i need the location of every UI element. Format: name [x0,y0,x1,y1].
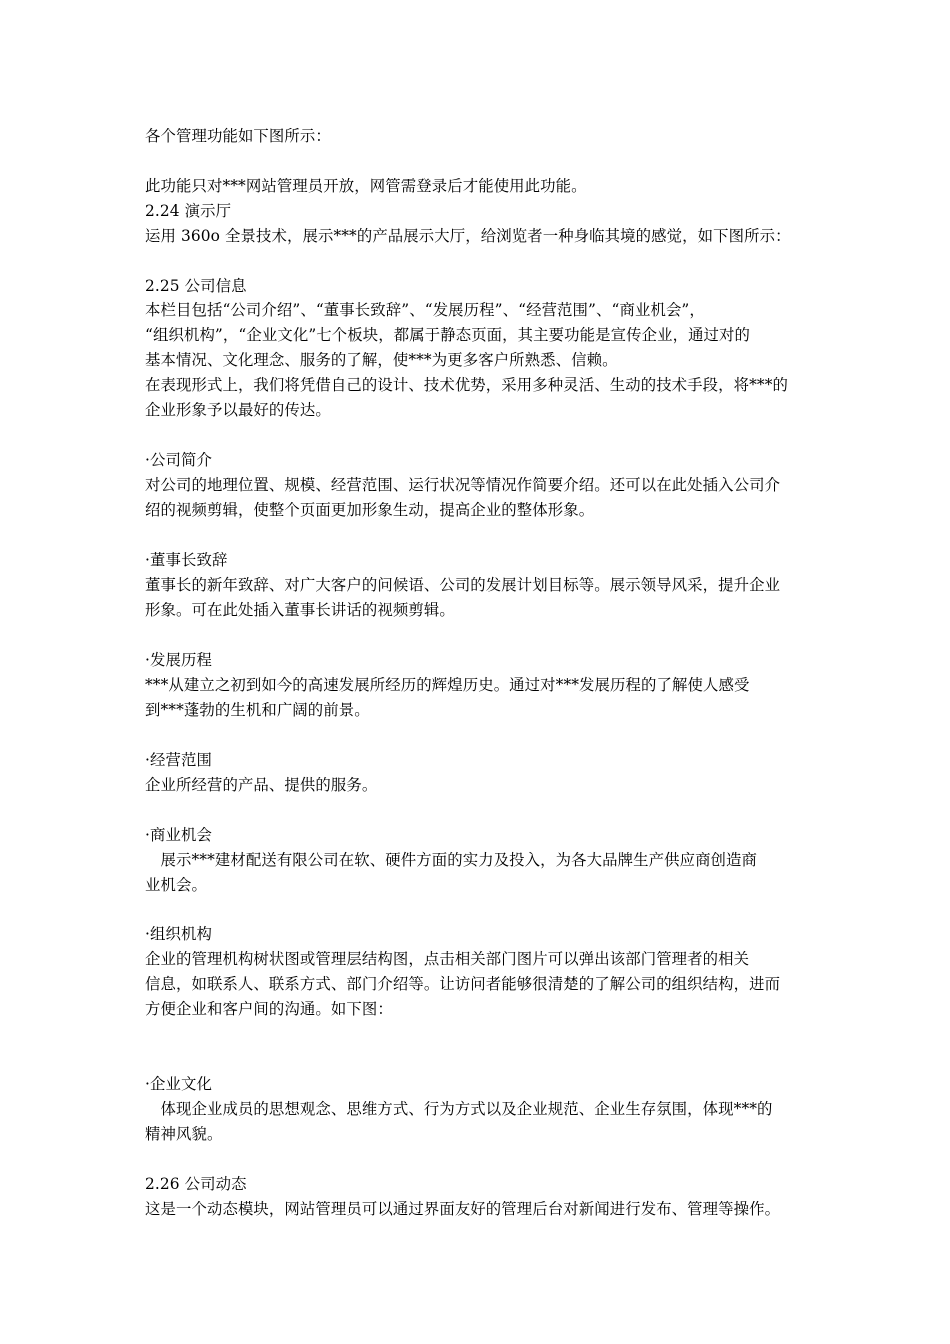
paragraph-line: 体现企业成员的思想观念、思维方式、行为方式以及企业规范、企业生存氛围，体现***的 [145,1100,773,1118]
paragraph-line: 对公司的地理位置、规模、经营范围、运行状况等情况作简要介绍。还可以在此处插入公司介 [145,476,781,494]
paragraph-line: 业机会。 [145,876,207,894]
item-title-scope: ·经营范围 [145,751,212,769]
paragraph-line: ***从建立之初到如今的高速发展所经历的辉煌历史。通过对***发展历程的了解使人感受 [145,676,750,694]
item-title-profile: ·公司简介 [145,451,212,469]
paragraph-line: “组织机构”，“企业文化”七个板块，都属于静态页面，其主要功能是宣传企业，通过对的 [145,326,751,344]
intro-paragraph: 各个管理功能如下图所示： [145,127,331,145]
paragraph-line: 企业形象予以最好的传达。 [145,401,331,419]
paragraph-line: 企业的管理机构树状图或管理层结构图，点击相关部门图片可以弹出该部门管理者的相关 [145,950,750,968]
paragraph-line: 基本情况、文化理念、服务的了解，使***为更多客户所熟悉、信赖。 [145,351,618,369]
paragraph-line: 绍的视频剪辑，使整个页面更加形象生动，提高企业的整体形象。 [145,501,595,519]
paragraph-line: 方便企业和客户间的沟通。如下图： [145,1000,393,1018]
paragraph-line: 到***蓬勃的生机和广阔的前景。 [145,701,370,719]
paragraph-line: 本栏目包括“公司介绍”、“董事长致辞”、“发展历程”、“经营范围”、“商业机会”， [145,301,705,319]
item-title-chairman: ·董事长致辞 [145,551,228,569]
item-title-history: ·发展历程 [145,651,212,669]
paragraph-line: 在表现形式上，我们将凭借自己的设计、技术优势，采用多种灵活、生动的技术手段，将***的 [145,376,789,394]
section-2-24-text: 运用 360o 全景技术，展示***的产品展示大厅，给浏览者一种身临其境的感觉，如下图所示： [145,227,791,245]
paragraph-line: 展示***建材配送有限公司在软、硬件方面的实力及投入，为各大品牌生产供应商创造商 [145,851,758,869]
section-heading-2-24: 2.24 演示厅 [145,202,232,220]
paragraph-line: 信息，如联系人、联系方式、部门介绍等。让访问者能够很清楚的了解公司的组织结构，进而 [145,975,781,993]
section-heading-2-26: 2.26 公司动态 [145,1175,247,1193]
item-title-opportunity: ·商业机会 [145,826,212,844]
admin-note: 此功能只对***网站管理员开放，网管需登录后才能使用此功能。 [145,177,587,195]
section-2-26-text: 这是一个动态模块，网站管理员可以通过界面友好的管理后台对新闻进行发布、管理等操作。 [145,1200,781,1218]
paragraph-line: 董事长的新年致辞、对广大客户的问候语、公司的发展计划目标等。展示领导风采，提升企业 [145,576,781,594]
section-heading-2-25: 2.25 公司信息 [145,277,247,295]
paragraph-line: 企业所经营的产品、提供的服务。 [145,776,378,794]
item-title-org: ·组织机构 [145,925,212,943]
paragraph-line: 精神风貌。 [145,1125,223,1143]
paragraph-line: 形象。可在此处插入董事长讲话的视频剪辑。 [145,601,455,619]
item-title-culture: ·企业文化 [145,1075,212,1093]
